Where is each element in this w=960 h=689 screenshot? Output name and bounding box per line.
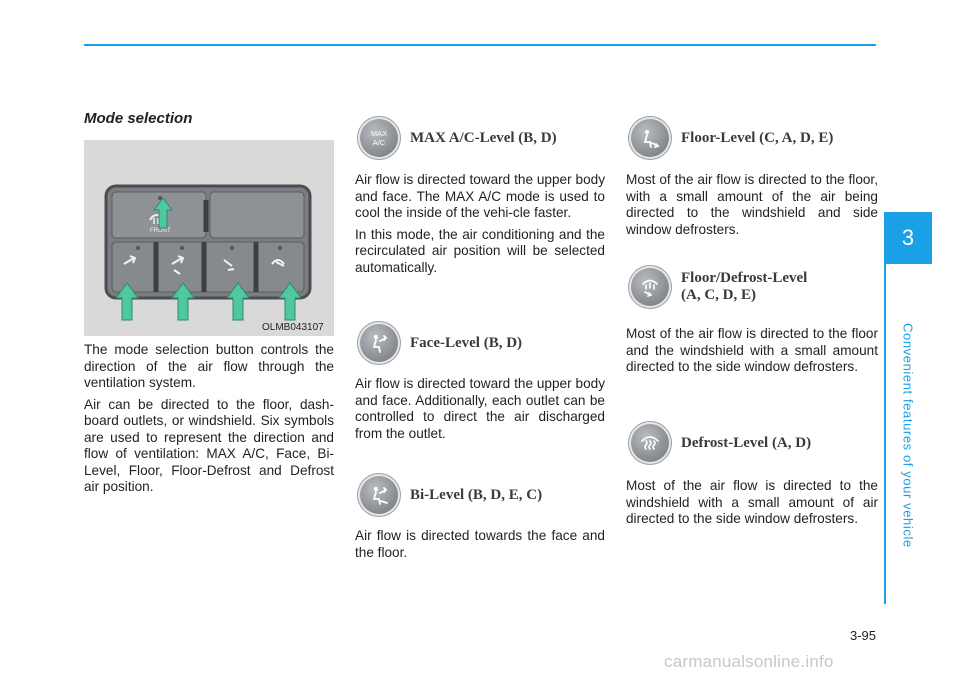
floor-defrost-icon (629, 266, 671, 308)
floor-defrost-label-line-1: Floor/Defrost-Level (681, 270, 808, 286)
svg-text:MAX: MAX (370, 129, 388, 138)
defrost-paragraph: Most of the air flow is directed to the windshield with a small amount of air directed to the side window defrosters. (626, 478, 878, 526)
face-level-text (355, 376, 605, 447)
section-title: Mode selection (84, 110, 193, 127)
bi-level-icon (358, 474, 400, 516)
face-level-heading (358, 322, 522, 364)
bi-level-label: Bi-Level (B, D, E, C) (410, 486, 543, 503)
max-ac-text (355, 172, 605, 281)
floor-defrost-heading (629, 266, 807, 308)
face-level-label: Face-Level (B, D) (410, 334, 523, 351)
bi-level-text (355, 528, 605, 566)
intro-paragraph-2: Air can be directed to the floor, dash-board outlets, or windshield. Six symbols are used to represent the direction and flow of ventilation: MAX A/C, Face, Bi-Level, Floor, Floor-Defrost and Defrost air position. (84, 396, 334, 494)
face-level-icon (358, 322, 400, 364)
header-rule (84, 44, 876, 46)
floor-level-text (626, 172, 878, 243)
chapter-number: 3 (901, 225, 915, 250)
intro-text (84, 342, 334, 501)
floor-defrost-label-line-2: (A, C, D, E) (681, 287, 756, 303)
floor-level-label: Floor-Level (C, A, D, E) (681, 129, 834, 146)
max-ac-paragraph-1: Air flow is directed toward the upper body and face. The MAX A/C mode is used to cool the inside of the vehi-cle faster. (355, 172, 605, 220)
control-panel-illustration (84, 140, 334, 336)
max-ac-heading (358, 117, 557, 159)
floor-level-heading (629, 117, 833, 159)
defrost-label: Defrost-Level (A, D) (681, 434, 812, 451)
max-ac-icon (358, 117, 400, 159)
defrost-icon (629, 422, 671, 464)
watermark[interactable]: carmanualsonline.info (664, 652, 834, 671)
bi-level-heading (358, 474, 542, 516)
page-number: 3-95 (849, 628, 876, 643)
chapter-tab[interactable] (884, 212, 932, 264)
defrost-heading (629, 422, 811, 464)
max-ac-label: MAX A/C-Level (B, D) (410, 129, 557, 146)
figure-code: OLMB043107 (262, 322, 324, 333)
defrost-text (626, 478, 878, 533)
floor-defrost-text (626, 326, 878, 381)
control-panel-figure (84, 140, 334, 336)
intro-paragraph-1: The mode selection button controls the direction of the air flow through the ventilation system. (84, 342, 334, 390)
floor-defrost-paragraph: Most of the air flow is directed to the floor and the windshield with a small amount directed to the side window defrosters. (626, 326, 878, 374)
floor-level-icon (629, 117, 671, 159)
face-level-paragraph: Air flow is directed toward the upper body and face. Additionally, each outlet can be controlled to direct the air discharged from the outlet. (355, 376, 605, 441)
floor-level-paragraph: Most of the air flow is directed to the floor, with a small amount of the air being directed to the windshield and side window defrosters. (626, 172, 878, 237)
chapter-title: Convenient features of your vehicle (900, 322, 916, 548)
bi-level-paragraph: Air flow is directed towards the face and the floor. (355, 528, 605, 560)
svg-text:A/C: A/C (372, 138, 386, 147)
floor-defrost-label (681, 270, 807, 304)
max-ac-paragraph-2: In this mode, the air conditioning and the recirculated air position will be selected automatically. (355, 226, 605, 275)
front-label: FRONT (150, 228, 171, 234)
